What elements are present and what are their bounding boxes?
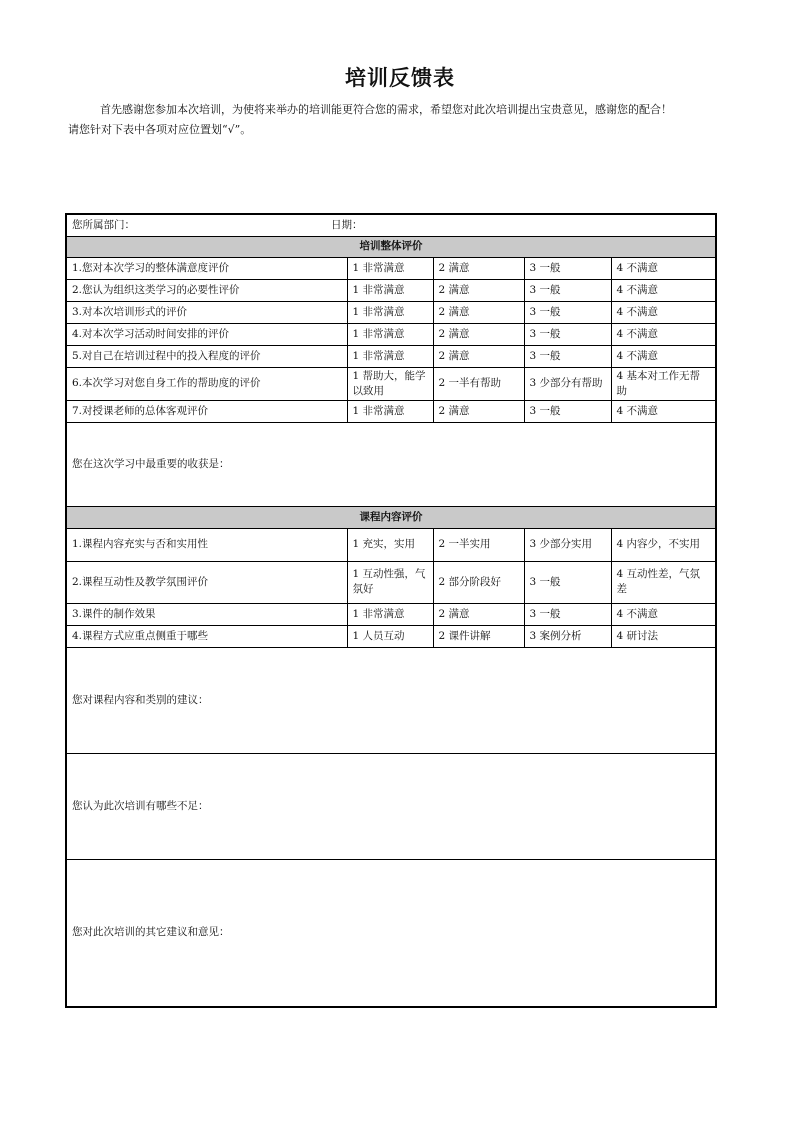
question: 1.您对本次学习的整体满意度评价 <box>66 257 347 279</box>
option-3[interactable]: 3 一般 <box>524 279 611 301</box>
option-2[interactable]: 2 一半实用 <box>433 528 524 561</box>
question: 7.对授课老师的总体客观评价 <box>66 400 347 422</box>
option-4[interactable]: 4 不满意 <box>611 400 716 422</box>
option-2[interactable]: 2 满意 <box>433 323 524 345</box>
option-1[interactable]: 1 充实，实用 <box>347 528 433 561</box>
option-2[interactable]: 2 课件讲解 <box>433 625 524 647</box>
option-3[interactable]: 3 一般 <box>524 323 611 345</box>
feedback-form-table <box>65 213 717 1008</box>
option-4[interactable]: 4 不满意 <box>611 279 716 301</box>
option-1[interactable]: 1 人员互动 <box>347 625 433 647</box>
option-3[interactable]: 3 一般 <box>524 603 611 625</box>
other-prompt: 您对此次培训的其它建议和意见： <box>72 926 230 939</box>
rating-row <box>66 625 716 647</box>
other-answer-area[interactable] <box>66 859 716 1007</box>
option-4[interactable]: 4 研讨法 <box>611 625 716 647</box>
page-title: 培训反馈表 <box>345 66 455 90</box>
option-2[interactable]: 2 满意 <box>433 301 524 323</box>
option-3[interactable]: 3 一般 <box>524 561 611 603</box>
question: 4.课程方式应重点侧重于哪些 <box>66 625 347 647</box>
option-3[interactable]: 3 案例分析 <box>524 625 611 647</box>
header-row <box>66 214 716 236</box>
option-1[interactable]: 1 非常满意 <box>347 301 433 323</box>
department-field[interactable]: 您所属部门： <box>72 218 135 231</box>
question: 4.对本次学习活动时间安排的评价 <box>66 323 347 345</box>
question: 5.对自己在培训过程中的投入程度的评价 <box>66 345 347 367</box>
option-3[interactable]: 3 少部分实用 <box>524 528 611 561</box>
option-4[interactable]: 4 不满意 <box>611 345 716 367</box>
rating-row <box>66 603 716 625</box>
option-1[interactable]: 1 帮助大，能学以致用 <box>347 367 433 400</box>
option-2[interactable]: 2 满意 <box>433 257 524 279</box>
shortcoming-prompt: 您认为此次培训有哪些不足： <box>72 799 209 812</box>
rating-row <box>66 400 716 422</box>
intro-line-1: 首先感谢您参加本次培训，为使将来举办的培训能更符合您的需求，希望您对此次培训提出宝贵意见，感谢您的配合！ <box>100 103 672 116</box>
option-4[interactable]: 4 不满意 <box>611 323 716 345</box>
option-4[interactable]: 4 不满意 <box>611 257 716 279</box>
question: 2.您认为组织这类学习的必要性评价 <box>66 279 347 301</box>
question: 3.课件的制作效果 <box>66 603 347 625</box>
option-3[interactable]: 3 一般 <box>524 345 611 367</box>
option-4[interactable]: 4 不满意 <box>611 301 716 323</box>
option-3[interactable]: 3 一般 <box>524 257 611 279</box>
question: 1.课程内容充实与否和实用性 <box>66 528 347 561</box>
option-1[interactable]: 1 非常满意 <box>347 323 433 345</box>
option-2[interactable]: 2 一半有帮助 <box>433 367 524 400</box>
gain-prompt: 您在这次学习中最重要的收获是： <box>72 457 230 470</box>
option-2[interactable]: 2 部分阶段好 <box>433 561 524 603</box>
option-1[interactable]: 1 非常满意 <box>347 603 433 625</box>
option-4[interactable]: 4 不满意 <box>611 603 716 625</box>
option-2[interactable]: 2 满意 <box>433 603 524 625</box>
question: 3.对本次培训形式的评价 <box>66 301 347 323</box>
rating-row <box>66 367 716 400</box>
question: 6.本次学习对您自身工作的帮助度的评价 <box>66 367 347 400</box>
option-3[interactable]: 3 一般 <box>524 301 611 323</box>
suggestion-answer-area[interactable] <box>66 647 716 753</box>
rating-row <box>66 257 716 279</box>
option-1[interactable]: 1 非常满意 <box>347 257 433 279</box>
rating-row <box>66 301 716 323</box>
section-title-content: 课程内容评价 <box>66 506 716 528</box>
option-4[interactable]: 4 基本对工作无帮助 <box>611 367 716 400</box>
option-3[interactable]: 3 一般 <box>524 400 611 422</box>
rating-row <box>66 345 716 367</box>
option-1[interactable]: 1 非常满意 <box>347 279 433 301</box>
option-2[interactable]: 2 满意 <box>433 345 524 367</box>
date-field[interactable]: 日期： <box>331 218 363 231</box>
section-title-overall: 培训整体评价 <box>66 236 716 257</box>
option-4[interactable]: 4 互动性差，气氛差 <box>611 561 716 603</box>
option-1[interactable]: 1 互动性强，气氛好 <box>347 561 433 603</box>
option-1[interactable]: 1 非常满意 <box>347 400 433 422</box>
gain-answer-area[interactable] <box>66 422 716 506</box>
option-2[interactable]: 2 满意 <box>433 279 524 301</box>
question: 2.课程互动性及教学氛围评价 <box>66 561 347 603</box>
option-3[interactable]: 3 少部分有帮助 <box>524 367 611 400</box>
intro-line-2: 请您针对下表中各项对应位置划“√”。 <box>68 123 252 136</box>
suggestion-prompt: 您对课程内容和类别的建议： <box>72 693 209 706</box>
rating-row <box>66 528 716 561</box>
rating-row <box>66 323 716 345</box>
option-4[interactable]: 4 内容少，不实用 <box>611 528 716 561</box>
rating-row <box>66 561 716 603</box>
rating-row <box>66 279 716 301</box>
option-1[interactable]: 1 非常满意 <box>347 345 433 367</box>
shortcoming-answer-area[interactable] <box>66 753 716 859</box>
option-2[interactable]: 2 满意 <box>433 400 524 422</box>
